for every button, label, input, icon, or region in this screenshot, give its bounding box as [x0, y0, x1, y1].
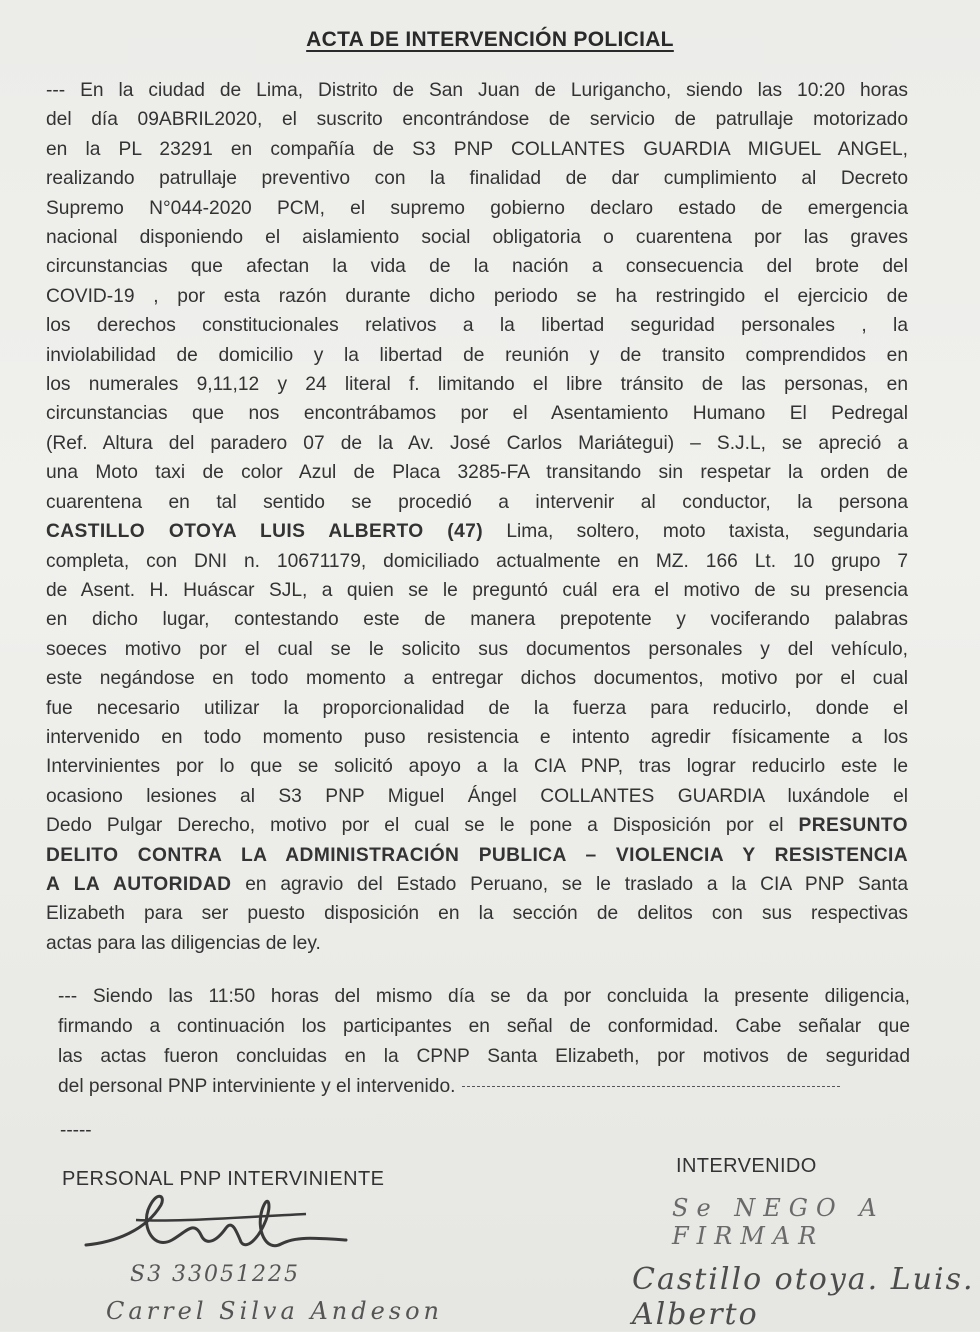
body-line: circunstancias que nos encontrábamos por el Asentamiento Humano El Pedregal	[46, 403, 908, 425]
body-line-text: Dedo Pulgar Derecho, motivo por el cual se le pone a Disposición por el	[46, 815, 799, 837]
body-line-text: en agravio del Estado Peruano, se le traslado a la CIA PNP Santa	[231, 873, 909, 895]
closing-paragraph	[58, 982, 910, 1102]
body-line: fue necesario utilizar la proporcionalidad de la fuerza para reducirlo, donde el	[46, 697, 908, 719]
body-line: --- En la ciudad de Lima, Distrito de San Juan de Lurigancho, siendo las 10:20 horas	[46, 80, 908, 101]
refusal-handwriting: Se NEGO A FIRMAR	[672, 1194, 885, 1250]
body-line: una Moto taxi de color Azul de Placa 3285-FA transitando sin respetar la orden de	[46, 462, 908, 484]
body-line: los derechos constitucionales relativos a la libertad seguridad personales , la	[46, 315, 908, 337]
title-text: ACTA DE INTERVENCIÓN POLICIAL	[306, 28, 674, 51]
body-line	[46, 841, 908, 870]
closing-line	[58, 982, 910, 1012]
body-line: circunstancias que afectan la vida de la nación a consecuencia del brote del	[46, 256, 908, 278]
body-line: este negándose en todo momento a entregar dichos documentos, motivo por el cual	[46, 668, 908, 690]
body-line: completa, con DNI n. 10671179, domiciliado actualmente en MZ. 166 Lt. 10 grupo 7	[46, 550, 908, 572]
closing-dashes: -----	[60, 1120, 92, 1141]
closing-line	[58, 1072, 910, 1102]
closing-line-text: las actas fueron concluidas en la CPNP Santa Elizabeth, por motivos de seguridad	[58, 1046, 910, 1067]
body-line	[46, 517, 908, 546]
officer-handwritten-id: S3 33051225	[130, 1262, 301, 1287]
body-line: cuarentena en tal sentido se procedió a intervenir al conductor, la persona	[46, 491, 908, 513]
officer-handwritten-name: Carrel Silva Andeson	[106, 1297, 443, 1325]
body-line: actas para las diligencias de ley.	[46, 932, 321, 954]
body-line: soeces motivo por el cual se le solicito sus documentos personales y del vehículo,	[46, 638, 908, 660]
body-line: COVID-19 , por esta razón durante dicho periodo se ha restringido el ejercicio de	[46, 285, 908, 307]
closing-line	[58, 1012, 910, 1042]
intervened-handwritten-name: Castillo otoya. Luis. Alberto	[632, 1262, 975, 1332]
closing-line-text: del personal PNP interviniente y el intervenido.	[58, 1076, 456, 1097]
closing-line	[58, 1042, 910, 1072]
document-body	[46, 76, 908, 958]
body-line: en la PL 23291 en compañía de S3 PNP COLLANTES GUARDIA MIGUEL ANGEL,	[46, 138, 908, 160]
body-line: en dicho lugar, contestando este de manera prepotente y vociferando palabras	[46, 609, 908, 631]
body-line: Elizabeth para ser puesto disposición en la sección de delitos con sus respectivas	[46, 903, 908, 925]
body-line: de Asent. H. Huáscar SJL, a quien se le preguntó cuál era el motivo de su presencia	[46, 579, 908, 601]
closing-line-text: --- Siendo las 11:50 horas del mismo día se da por concluida la presente diligencia,	[58, 986, 910, 1007]
body-line: Supremo N°044-2020 PCM, el supremo gobierno declaro estado de emergencia	[46, 197, 908, 219]
body-line: inviolabilidad de domicilio y la libertad de reunión y de transito comprendidos en	[46, 344, 908, 366]
body-line: ocasiono lesiones al S3 PNP Miguel Ángel COLLANTES GUARDIA luxándole el	[46, 785, 908, 807]
closing-line-text: firmando a continuación los participantes en señal de conformidad. Cabe señalar que	[58, 1016, 910, 1037]
body-line: nacional disponiendo el aislamiento social obligatoria o cuarentena por las graves	[46, 227, 908, 249]
intervened-signature-label: INTERVENIDO	[676, 1155, 817, 1177]
body-line: Intervinientes por lo que se solicitó apoyo a la CIA PNP, tras lograr reducirlo este le	[46, 756, 908, 778]
body-line	[46, 870, 908, 899]
charge-text: PRESUNTO	[798, 815, 908, 837]
charge-text: DELITO CONTRA LA ADMINISTRACIÓN PUBLICA – VIOLENCIA Y RESISTENCIA	[46, 844, 908, 866]
document-title	[0, 28, 980, 52]
body-line-text: Lima, soltero, moto taxista, segundaria	[483, 521, 908, 543]
body-line: los numerales 9,11,12 y 24 literal f. limitando el libre tránsito de las personas, en	[46, 374, 908, 396]
body-line: del día 09ABRIL2020, el suscrito encontrándose de servicio de patrullaje motorizado	[46, 109, 908, 131]
body-line: realizando patrullaje preventivo con la finalidad de dar cumplimiento al Decreto	[46, 168, 908, 190]
charge-text: A LA AUTORIDAD	[46, 873, 232, 895]
officer-signature-label: PERSONAL PNP INTERVINIENTE	[62, 1168, 385, 1190]
body-line	[46, 811, 908, 840]
dashed-fill-line	[462, 1086, 840, 1087]
body-line: (Ref. Altura del paradero 07 de la Av. José Carlos Mariátegui) – S.J.L, se apreció a	[46, 432, 908, 454]
body-line: intervenido en todo momento puso resistencia e intento agredir físicamente a los	[46, 726, 908, 748]
officer-signature-scribble	[76, 1180, 376, 1270]
intervened-name: CASTILLO OTOYA LUIS ALBERTO (47)	[46, 521, 484, 543]
